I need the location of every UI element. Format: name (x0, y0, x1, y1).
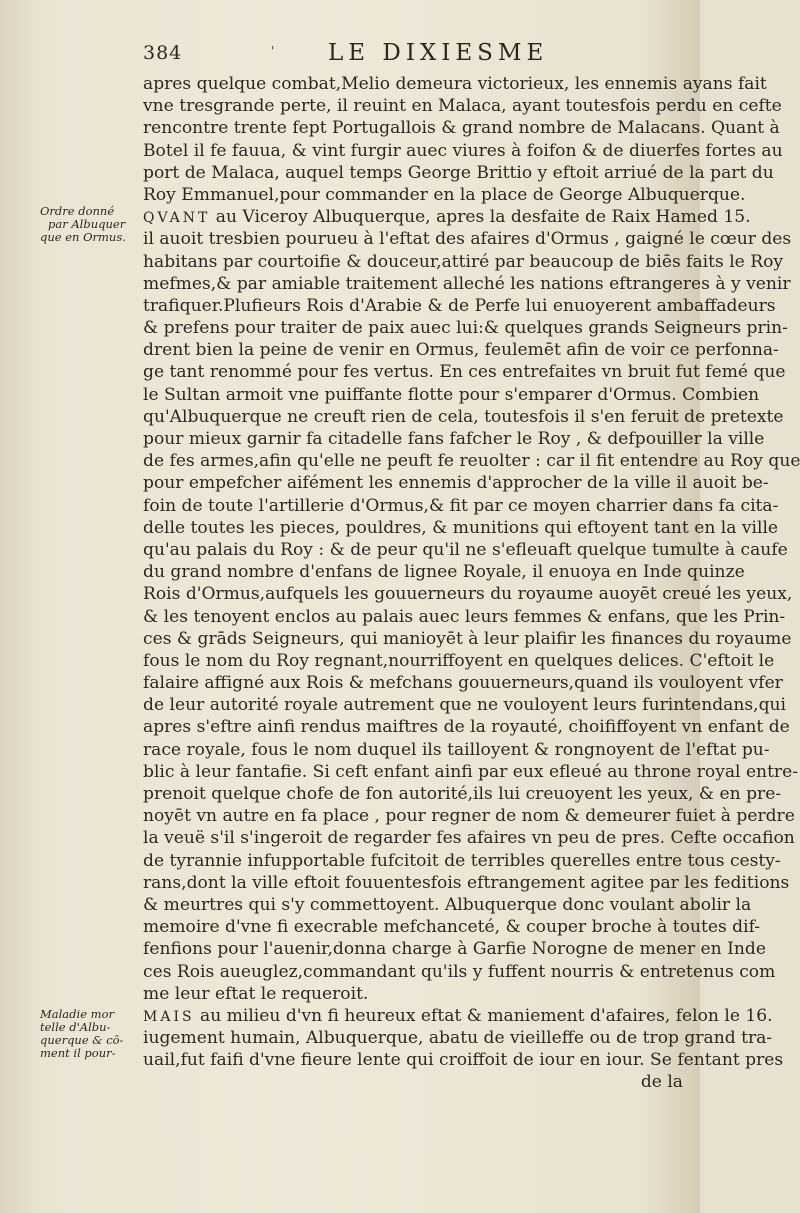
paragraph-3 (143, 1027, 784, 1071)
text-line: drent bien la peine de venir en Ormus, feulemēt afin de voir ce perfonna- (143, 340, 779, 361)
page-number: 384 (143, 42, 183, 64)
paragraph-2-opening-text: au Viceroy Albuquerque, apres la desfaite de Raix Hamed 15. (210, 207, 751, 228)
text-line: memoire d'vne fi execrable mefchanceté, & couper broche à toutes dif- (143, 917, 761, 938)
text-line: ces Rois aueuglez,commandant qu'ils y fuffent nourris & entretenus com (143, 961, 776, 982)
sidenote-maladie (40, 1008, 140, 1060)
page-header (143, 42, 683, 68)
text-line: la veuë s'il s'ingeroit de regarder fes afaires vn peu de pres. Cefte occafion (143, 828, 795, 849)
text-line: & meurtres qui s'y commettoyent. Albuquerque donc voulant abolir la (143, 894, 752, 915)
paragraph-2 (143, 228, 800, 1005)
sidenote-line: Maladie mor (40, 1007, 114, 1021)
header-mark: ' (271, 44, 275, 58)
text-line: prenoit quelque chofe de fon autorité,ils lui creuoyent les yeux, & en pre- (143, 784, 782, 804)
text-line: race royale, fous le nom duquel ils tailloyent & rongnoyent de l'eftat pu- (143, 739, 770, 760)
sidenote-line: telle d'Albu- (40, 1020, 111, 1034)
text-line: rencontre trente fept Portugallois & grand nombre de Malacans. Quant à (143, 118, 780, 139)
text-line: qu'Albuquerque ne creuft rien de cela, toutesfois il s'en feruit de pretexte (143, 406, 784, 427)
text-line: delle toutes les pieces, pouldres, & munitions qui eftoyent tant en la ville (143, 517, 779, 538)
sidenote-line: ment il pour- (40, 1046, 116, 1060)
text-line: noyēt vn autre en fa place , pour regner de nom & demeurer fuiet à perdre (143, 806, 795, 827)
paragraph-3-opening (143, 1005, 773, 1027)
text-line: Roy Emmanuel,pour commander en la place de George Albuquerque. (143, 184, 746, 205)
text-line: fenfions pour l'auenir,donna charge à Garfie Norogne de mener en Inde (143, 939, 766, 960)
text-line: me leur eftat le requeroit. (143, 983, 369, 1004)
text-line: ge tant renommé pour fes vertus. En ces entrefaites vn bruit fut femé que (143, 362, 786, 383)
text-line: rans,dont la ville eftoit fouuentesfois eftrangement agitee par les feditions (143, 872, 790, 893)
text-line: mefmes,& par amiable traitement alleché les nations eftrangeres à y venir (143, 273, 791, 294)
paragraph-3-dropword: MAIS (143, 1008, 195, 1025)
sidenote-line: que en Ormus. (40, 230, 126, 244)
text-line: de leur autorité royale autrement que ne vouloyent leurs furintendans,qui (143, 695, 787, 716)
text-line: pour mieux garnir fa citadelle fans fafcher le Roy , & defpouiller la ville (143, 429, 765, 449)
text-line: apres s'eftre ainfi rendus maiftres de la royauté, choififfoyent vn enfant de (143, 717, 790, 738)
body-text (143, 73, 800, 1094)
paragraph-3-opening-text: au milieu d'vn fi heureux eftat & maniement d'afaires, felon le 16. (194, 1005, 773, 1026)
sidenote-line: Ordre donné (40, 204, 115, 218)
text-line: falaire affigné aux Rois & mefchans gouuerneurs,quand ils vouloyent vfer (143, 673, 783, 694)
text-line: qu'au palais du Roy : & de peur qu'il ne s'efleuaft quelque tumulte à caufe (143, 539, 788, 560)
text-line: de tyrannie infupportable fufcitoit de terribles querelles entre tous cesty- (143, 850, 781, 871)
text-line: iugement humain, Albuquerque, abatu de vieilleffe ou de trop grand tra- (143, 1028, 773, 1049)
sidenote-ordre (40, 205, 140, 244)
text-line: fous le nom du Roy regnant,nourriffoyent en quelques delices. C'eftoit le (143, 650, 775, 671)
text-line: port de Malaca, auquel temps George Brittio y eftoit arriué de la part du (143, 162, 774, 183)
text-line: Botel il fe fauua, & vint furgir auec viures à foifon & de diuerfes fortes au (143, 140, 783, 161)
paragraph-2-dropword: QVANT (143, 210, 211, 227)
text-line: habitans par courtoifie & douceur,attiré par beaucoup de biēs faits le Roy (143, 251, 784, 272)
text-line: vne tresgrande perte, il reuint en Malaca, ayant toutesfois perdu en cefte (143, 96, 782, 117)
catchword: de la (640, 1072, 683, 1093)
text-line: trafiquer.Plufieurs Rois d'Arabie & de Perfe lui enuoyerent ambaffadeurs (143, 295, 776, 316)
text-line: foin de toute l'artillerie d'Ormus,& fit par ce moyen charrier dans fa cita- (143, 495, 779, 516)
text-line: ces & grāds Seigneurs, qui manioyēt à leur plaifir les finances du royaume (143, 628, 792, 649)
text-line: du grand nombre d'enfans de lignee Royale, il enuoya en Inde quinze (143, 562, 745, 583)
text-line: blic à leur fantafie. Si ceft enfant ainfi par eux efleué au throne royal entre- (143, 761, 798, 782)
text-line: apres quelque combat,Melio demeura victorieux, les ennemis ayans fait (143, 74, 767, 94)
text-line: & prefens pour traiter de paix auec lui:& quelques grands Seigneurs prin- (143, 318, 788, 339)
text-line: il auoit tresbien pourueu à l'eftat des afaires d'Ormus , gaigné le cœur des (143, 229, 792, 250)
text-line: de fes armes,afin qu'elle ne peuft fe reuolter : car il fit entendre au Roy que (143, 451, 800, 472)
text-line: & les tenoyent enclos au palais auec leurs femmes & enfans, que les Prin- (143, 606, 786, 627)
sidenote-line: querque & cō- (40, 1033, 124, 1047)
paragraph-1 (143, 73, 783, 206)
text-line: le Sultan armoit vne puiffante flotte pour s'emparer d'Ormus. Combien (143, 384, 760, 405)
text-line: uail,fut faifi d'vne fieure lente qui croiffoit de iour en iour. Se fentant pres (143, 1050, 784, 1071)
paragraph-2-opening (143, 206, 751, 228)
running-head: LE DIXIESME (328, 40, 549, 66)
text-line: pour empefcher aifément les ennemis d'approcher de la ville il auoit be- (143, 473, 769, 494)
text-line: Rois d'Ormus,aufquels les gouuerneurs du royaume auoyēt creué les yeux, (143, 584, 793, 605)
sidenote-line: par Albuquer (48, 217, 126, 231)
